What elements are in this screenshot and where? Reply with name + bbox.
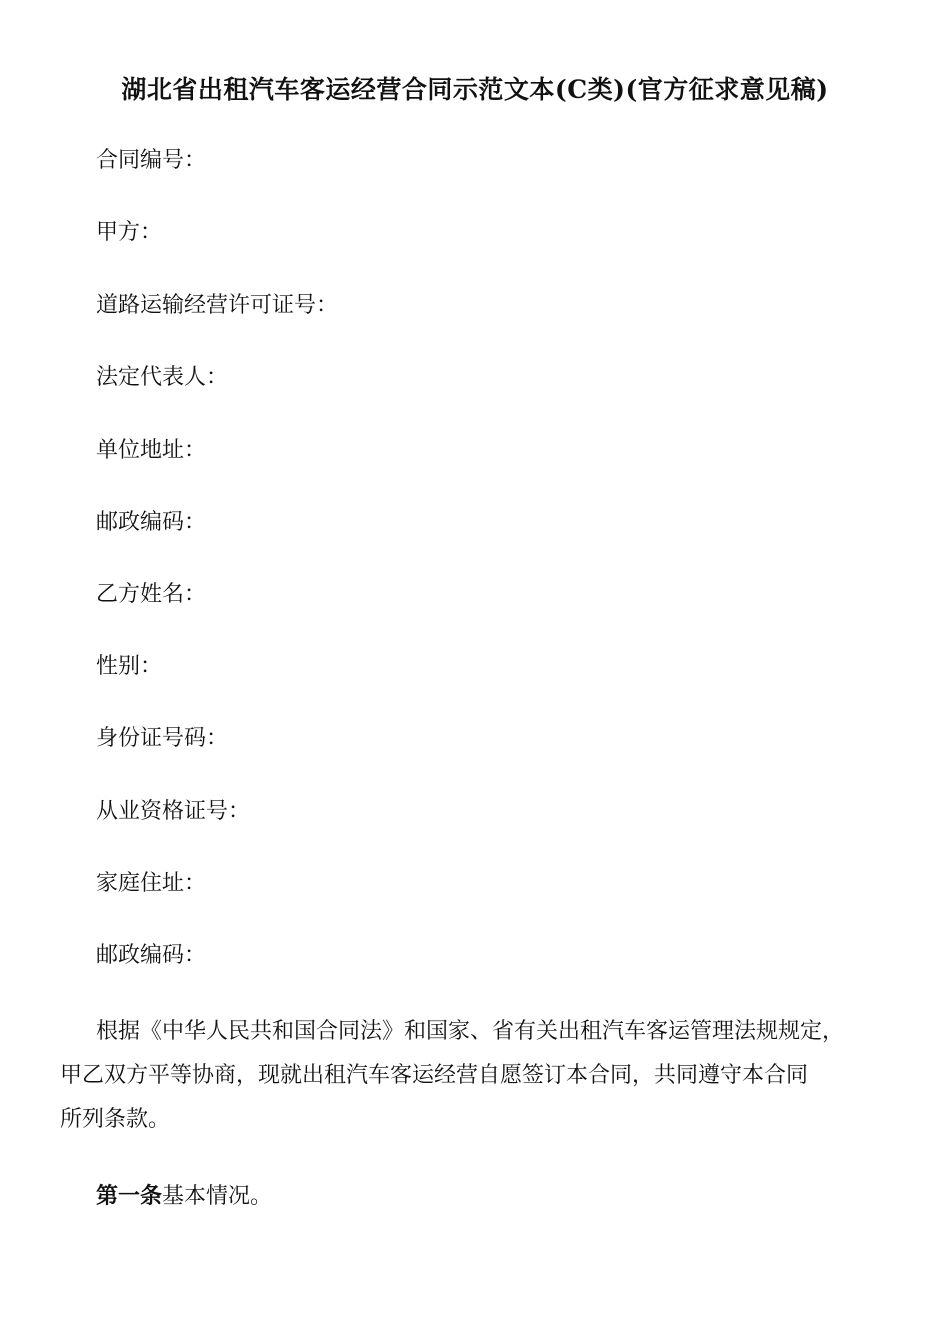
field-contract-number: 合同编号：: [96, 148, 207, 173]
field-transport-license: 道路运输经营许可证号：: [96, 293, 339, 318]
article-1-label: 第一条: [96, 1183, 163, 1209]
field-home-address: 家庭住址：: [96, 871, 207, 896]
field-gender: 性别：: [96, 654, 163, 679]
preamble-line-1: 根据《中华人民共和国合同法》和国家、省有关出租汽车客运管理法规规定，: [96, 1019, 845, 1044]
article-1: [96, 1181, 272, 1212]
preamble-paragraph: [60, 1010, 910, 1142]
field-company-address: 单位地址：: [96, 438, 207, 463]
document-title: 湖北省出租汽车客运经营合同示范文本(C类)(官方征求意见稿): [121, 75, 829, 104]
field-legal-representative: 法定代表人：: [96, 365, 229, 390]
field-party-b-name: 乙方姓名：: [96, 582, 207, 607]
field-qualification-cert: 从业资格证号：: [96, 799, 251, 824]
preamble-line-2: 甲乙双方平等协商，现就出租汽车客运经营自愿签订本合同，共同遵守本合同: [60, 1063, 809, 1088]
field-postal-code-b: 邮政编码：: [96, 943, 207, 968]
field-postal-code-a: 邮政编码：: [96, 510, 207, 535]
article-1-text: 基本情况。: [162, 1184, 273, 1209]
preamble-line-3: 所列条款。: [60, 1107, 171, 1132]
field-id-number: 身份证号码：: [96, 726, 229, 751]
field-party-a: 甲方：: [96, 220, 163, 245]
